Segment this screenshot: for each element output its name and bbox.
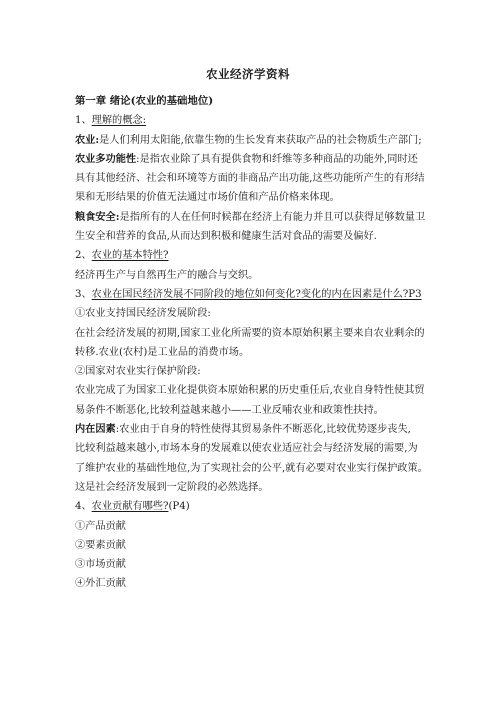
question-4-heading: [75, 497, 420, 516]
chapter-heading: 第一章 绪论(农业的基础地位): [75, 95, 214, 107]
question-1-text: 理解的概念:: [91, 115, 147, 127]
question-3-text: 农业在国民经济发展不同阶段的地位如何变化?变化的内在因素是什么?P3: [91, 288, 422, 300]
definition-food-security: [75, 208, 426, 227]
question-4-text: 农业贡献有哪些?: [91, 501, 169, 513]
question-4-reference: (P4): [168, 501, 190, 513]
definition-multifunctionality-line-2: 具有其他经济、社会和环境等方面的非商品产出功能,这些功能所产生的有形结: [75, 173, 425, 185]
stage-2-line-1: 农业完成了为国家工业化提供资本原始积累的历史重任后,农业自身特性使其贸: [75, 385, 425, 397]
internal-factors-line-1: :农业由于自身的特性使得其贸易条件不断恶化,比较优势逐步丧失,: [115, 424, 411, 436]
term-multifunctionality: 农业多功能性: [75, 152, 137, 165]
definition-agriculture-text: 是人们利用太阳能,依靠生物的生长发育来获取产品的社会物质生产部门;: [99, 134, 422, 146]
question-1-number: 1、: [75, 115, 92, 127]
term-agriculture: 农业:: [75, 133, 100, 146]
document-title: 农业经济学资料: [206, 67, 290, 81]
internal-factors-line-3: 了维护农业的基础性地位,为了实现社会的公平,就有必要对农业实行保护政策。: [75, 462, 428, 474]
question-2-text: 农业的基本特性?: [91, 250, 169, 262]
question-2-answer: 经济再生产与自然再生产的融合与交织。: [75, 269, 259, 281]
question-3-heading: [75, 285, 420, 304]
question-4-number: 4、: [75, 501, 92, 513]
definition-multifunctionality-line-3: 果和无形结果的价值无法通过市场价值和产品价格来体现。: [75, 192, 340, 204]
question-2-heading: [75, 246, 420, 265]
contribution-item: ①产品贡献: [75, 520, 126, 532]
contribution-item: ④外汇贡献: [75, 578, 126, 590]
question-3-number: 3、: [75, 288, 92, 300]
definition-multifunctionality-line-1: :是指农业除了具有提供食物和纤维等多种商品的功能外,同时还: [136, 153, 418, 165]
stage-1-line-2: 转移.农业(农村)是工业品的消费市场。: [75, 346, 250, 358]
term-food-security: 粮食安全:: [75, 210, 120, 223]
definition-food-security-line-1: 是指所有的人在任何时候都在经济上有能力并且可以获得足够数量卫: [119, 211, 426, 223]
definition-multifunctionality: [75, 150, 420, 169]
internal-factors: [75, 420, 420, 439]
definition-food-security-line-2: 生安全和营养的食品,从而达到积极和健康生活对食品的需要及偏好.: [75, 231, 377, 243]
internal-factors-line-2: 比较利益越来越小,市场本身的发展难以使农业适应社会与经济发展的需要,为: [75, 443, 418, 455]
document-body: [75, 92, 428, 594]
term-internal-factors: 内在因素: [75, 423, 116, 436]
contribution-item: ③市场贡献: [75, 559, 126, 571]
stage-2-title: ②国家对农业实行保护阶段:: [75, 366, 201, 378]
stage-2-line-2: 易条件不断恶化,比较利益越来越小——工业反哺农业和政策性扶持。: [75, 404, 384, 416]
definition-agriculture: [75, 131, 420, 150]
question-2-number: 2、: [75, 250, 92, 262]
question-1-heading: [75, 111, 420, 130]
stage-1-line-1: 在社会经济发展的初期,国家工业化所需要的资本原始积累主要来自农业剩余的: [75, 327, 425, 339]
stage-1-title: ①农业支持国民经济发展阶段:: [75, 308, 211, 320]
internal-factors-line-4: 这是社会经济发展到一定阶段的必然选择。: [75, 481, 269, 493]
contribution-item: ②要素贡献: [75, 539, 126, 551]
